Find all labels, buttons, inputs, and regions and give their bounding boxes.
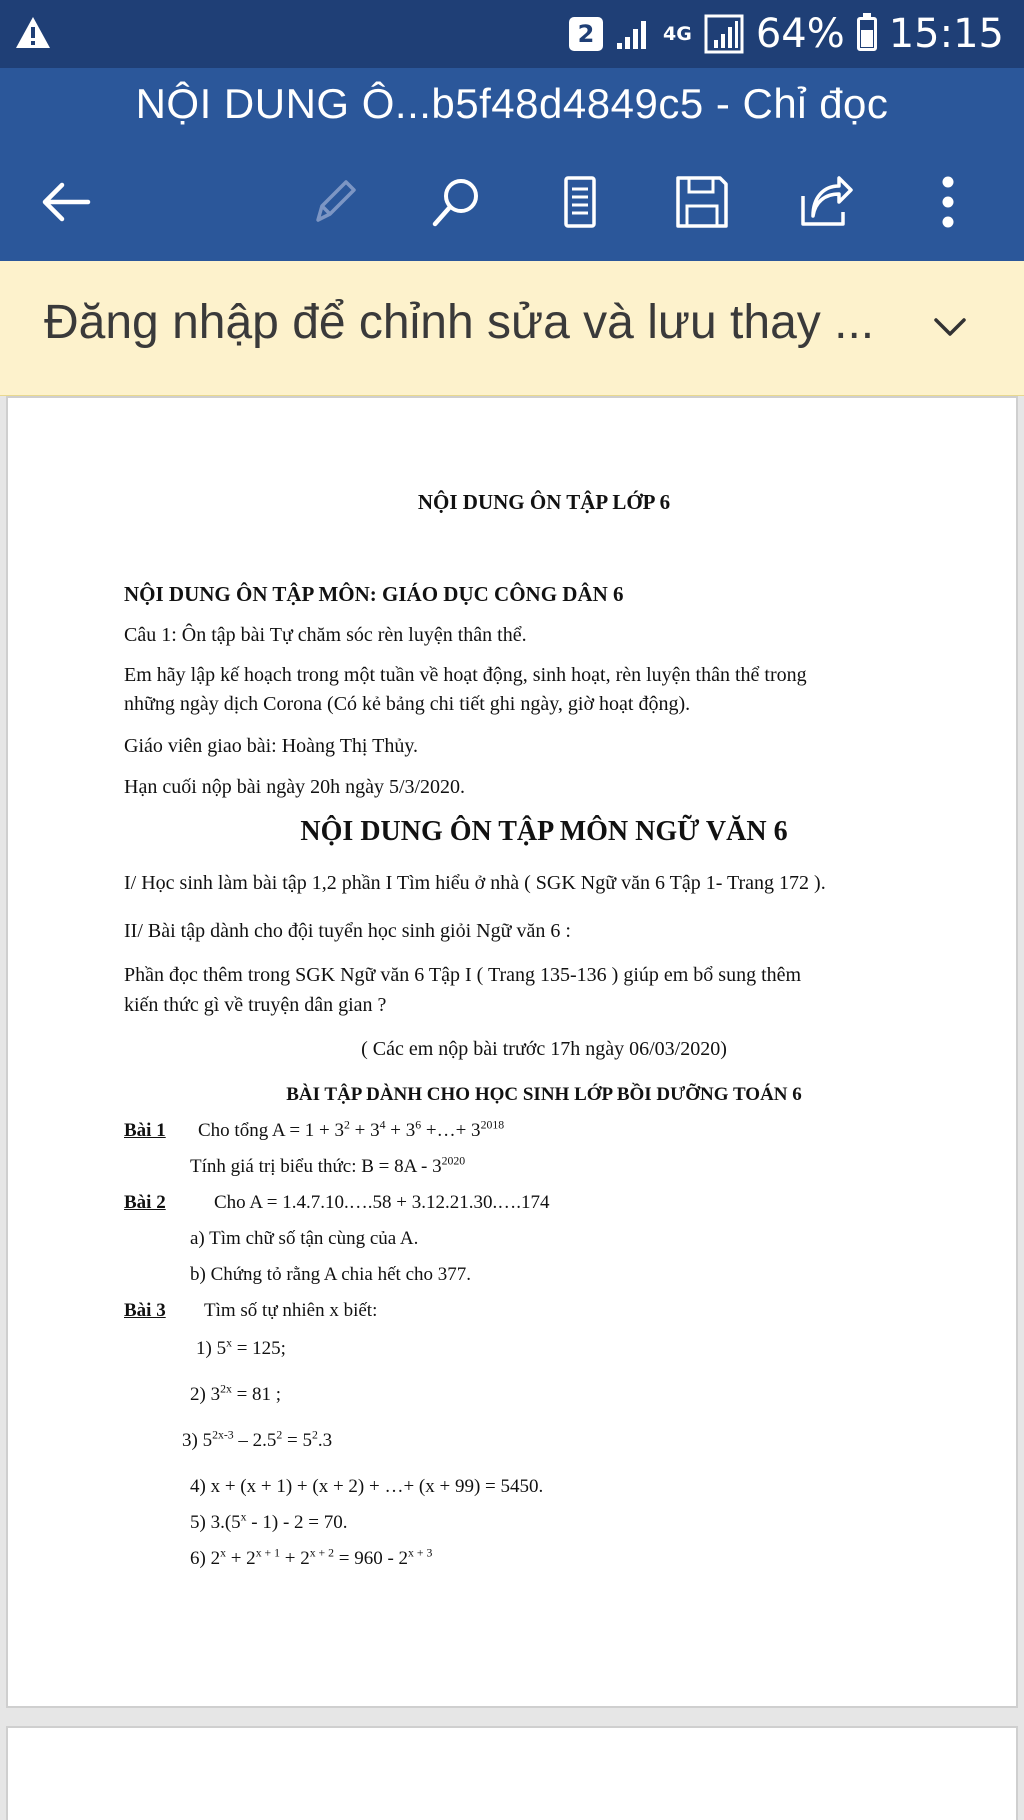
pencil-icon	[304, 172, 364, 232]
bai-3-equation-3: 3) $5^{2x-3} - 2.5^2 = 5^2.3$	[182, 1428, 333, 1451]
gdcd-task-line-2: những ngày dịch Corona (Có kẻ bảng chi tiết ghi ngày, giờ hoạt động).	[124, 693, 691, 715]
van-paragraph-3-line-2: kiến thức gì về truyện dân gian ?	[124, 994, 387, 1016]
search-icon	[427, 172, 487, 232]
gdcd-question-1: Câu 1: Ôn tập bài Tự chăm sóc rèn luyện thân thể.	[124, 624, 527, 646]
toolbar	[0, 158, 1024, 248]
bai-3-equation-4: 4) x + (x + 1) + (x + 2) + …+ (x + 99) = 5450.	[190, 1476, 544, 1497]
battery-icon	[857, 17, 877, 51]
bai-3-equation-6: 6) $2^x + 2^{x + 1} + 2^{x + 2} = 960 - 2^{x + 3}$	[190, 1546, 433, 1569]
back-arrow-icon	[36, 172, 96, 232]
save-icon	[672, 172, 732, 232]
bai-3-equation-1: 1) $5^x = 125$;	[196, 1336, 286, 1359]
more-options-button[interactable]	[916, 170, 980, 234]
bai-2-part-a: a) Tìm chữ số tận cùng của A.	[190, 1228, 419, 1249]
van-note: ( Các em nộp bài trước 17h ngày 06/03/2020)	[361, 1038, 727, 1060]
sign-in-banner[interactable]	[0, 261, 1024, 396]
document-title: NỘI DUNG Ô...b5f48d4849c5 - Chỉ đọc	[135, 80, 889, 127]
save-button[interactable]	[670, 170, 734, 234]
reading-view-icon	[550, 172, 610, 232]
signal-strength-icon	[704, 14, 744, 54]
gdcd-deadline: Hạn cuối nộp bài ngày 20h ngày 5/3/2020.	[124, 776, 466, 798]
toan-heading: BÀI TẬP DÀNH CHO HỌC SINH LỚP BỒI DƯỠNG TOÁN 6	[286, 1084, 802, 1105]
bai-2-part-b: b) Chứng tỏ rằng A chia hết cho 377.	[190, 1264, 472, 1285]
bai-1-line-2: Tính giá trị biểu thức: $B = 8A - 3^{2020}$	[190, 1154, 466, 1177]
edit-button[interactable]	[302, 170, 366, 234]
bai-1-label: Bài 1	[124, 1120, 166, 1141]
next-document-page	[6, 1726, 1018, 1820]
app-bar	[0, 68, 1024, 261]
van-paragraph-3-line-1: Phần đọc thêm trong SGK Ngữ văn 6 Tập I ( Trang 135-136 ) giúp em bổ sung thêm	[124, 964, 802, 986]
sign-in-banner-text: Đăng nhập để chỉnh sửa và lưu thay ...	[44, 296, 875, 349]
van-paragraph-1: I/ Học sinh làm bài tập 1,2 phần I Tìm hiểu ở nhà ( SGK Ngữ văn 6 Tập 1- Trang 172 ).	[124, 872, 826, 894]
status-bar	[0, 0, 1024, 68]
clock: 15:15	[888, 11, 1004, 57]
share-button[interactable]	[793, 170, 857, 234]
van-heading: NỘI DUNG ÔN TẬP MÔN NGỮ VĂN 6	[300, 816, 788, 847]
van-paragraph-2: II/ Bài tập dành cho đội tuyển học sinh giỏi Ngữ văn 6 :	[124, 920, 571, 942]
back-button[interactable]	[34, 170, 98, 234]
reading-view-button[interactable]	[548, 170, 612, 234]
bai-3-equation-2: 2) $3^{2x} = 81$ ;	[190, 1382, 282, 1405]
gdcd-heading: NỘI DUNG ÔN TẬP MÔN: GIÁO DỤC CÔNG DÂN 6	[124, 582, 624, 606]
share-icon	[795, 172, 855, 232]
sim-slot-badge: 2	[569, 17, 603, 51]
bai-2-label: Bài 2	[124, 1192, 166, 1213]
bai-2-text: Cho A = 1.4.7.10.….58 + 3.12.21.30.….174	[214, 1192, 550, 1213]
search-button[interactable]	[425, 170, 489, 234]
warning-icon	[14, 14, 52, 52]
bai-1-text: Cho tổng $A = 1 + 3^2 + 3^4 + 3^6$ +…+ $3^{2018}$	[198, 1118, 505, 1141]
bai-3-label: Bài 3	[124, 1300, 166, 1321]
battery-percent: 64%	[755, 11, 845, 57]
gdcd-task-line-1: Em hãy lập kế hoạch trong một tuần về hoạt động, sinh hoạt, rèn luyện thân thể trong	[124, 664, 807, 686]
gdcd-teacher: Giáo viên giao bài: Hoàng Thị Thủy.	[124, 735, 419, 757]
bai-3-text: Tìm số tự nhiên x biết:	[204, 1300, 378, 1321]
network-type: 4G	[662, 22, 692, 45]
more-icon	[918, 172, 978, 232]
chevron-down-icon[interactable]	[924, 301, 976, 353]
main-title: NỘI DUNG ÔN TẬP LỚP 6	[417, 490, 671, 514]
document-page	[6, 396, 1018, 1708]
signal-icon	[615, 17, 651, 51]
bai-3-equation-5: 5) 3.(5$^x$ - 1) - 2 = 70.	[190, 1510, 348, 1533]
